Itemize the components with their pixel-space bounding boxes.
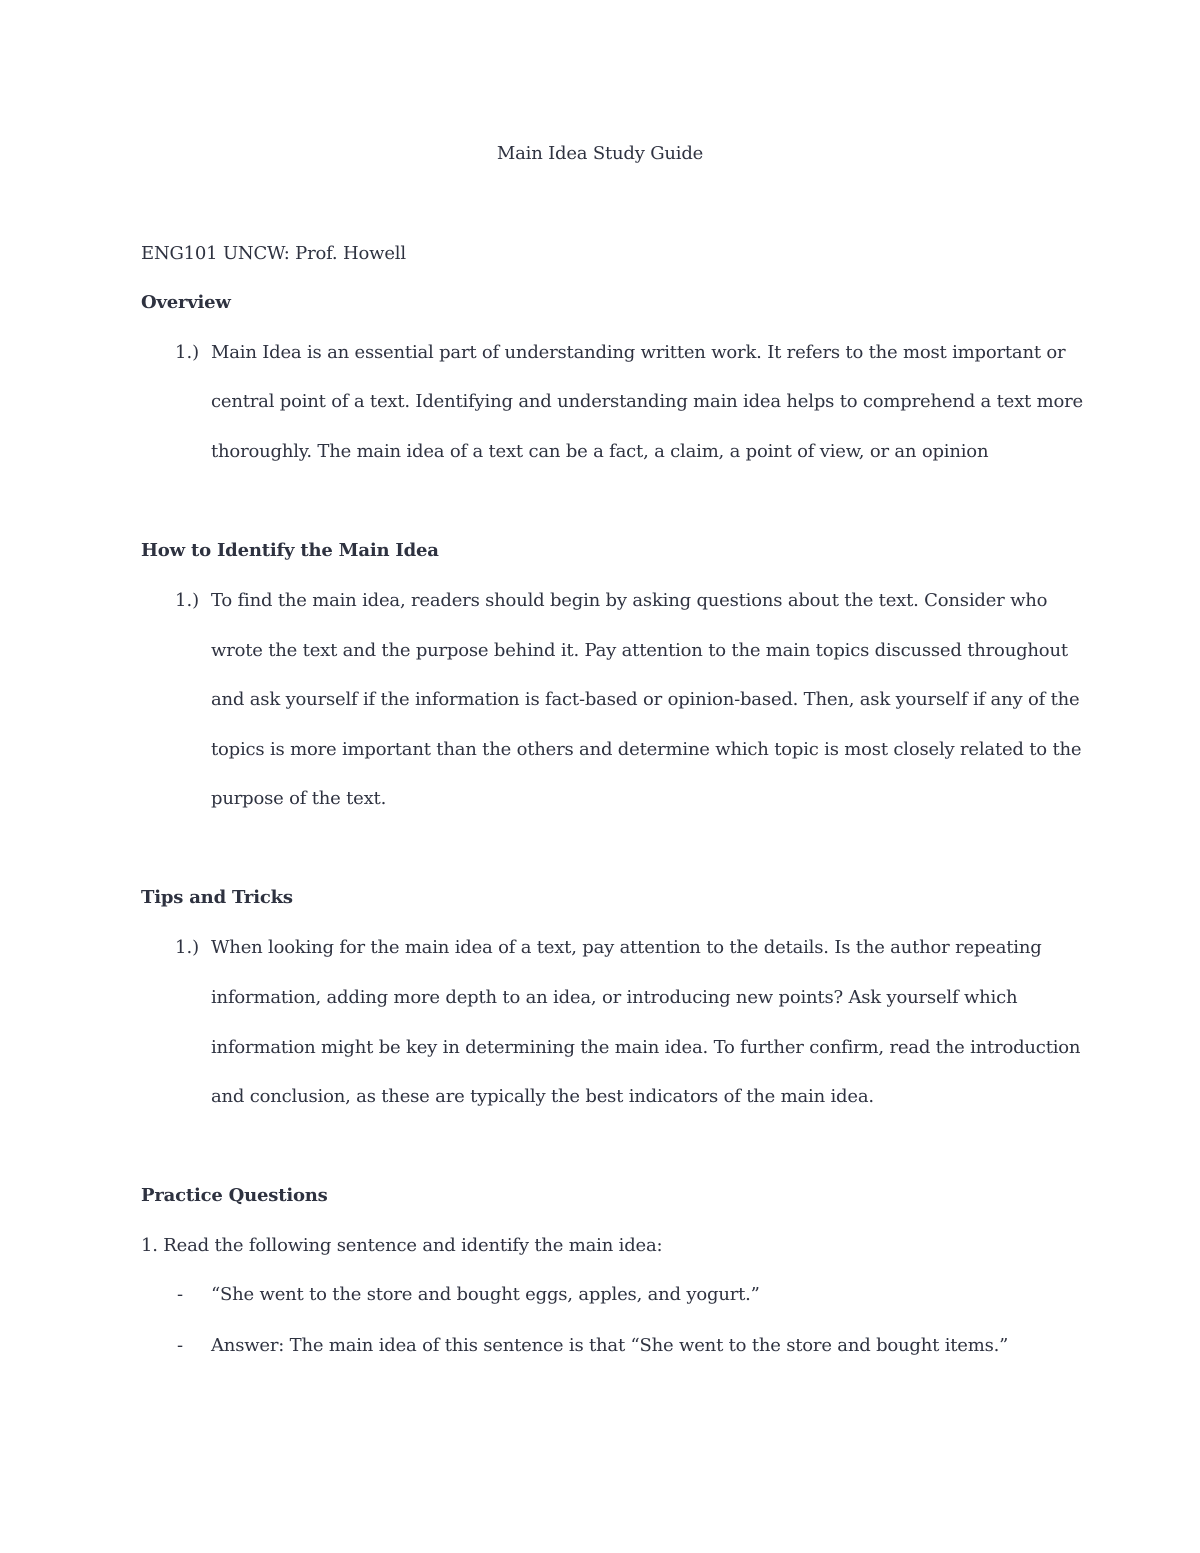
section-heading-overview: Overview: [141, 292, 231, 313]
paragraph-line: information, adding more depth to an idea, or introducing new points? Ask yourself which: [211, 987, 1018, 1008]
paragraph-line: central point of a text. Identifying and understanding main idea helps to comprehend a text more: [211, 391, 1083, 412]
practice-bullet: “She went to the store and bought eggs, apples, and yogurt.”: [211, 1284, 760, 1305]
paragraph-line: wrote the text and the purpose behind it. Pay attention to the main topics discussed throughout: [211, 640, 1068, 661]
paragraph-line: Main Idea is an essential part of understanding written work. It refers to the most important or: [211, 342, 1066, 363]
list-marker: 1.): [175, 590, 200, 611]
paragraph-line: topics is more important than the others and determine which topic is most closely related to the: [211, 739, 1082, 760]
section-heading-practice: Practice Questions: [141, 1185, 328, 1206]
practice-question: 1. Read the following sentence and identify the main idea:: [141, 1235, 663, 1256]
bullet-marker: -: [177, 1335, 184, 1356]
paragraph-line: information might be key in determining the main idea. To further confirm, read the introduction: [211, 1037, 1081, 1058]
paragraph-line: When looking for the main idea of a text, pay attention to the details. Is the author repeating: [211, 937, 1042, 958]
practice-answer: Answer: The main idea of this sentence is that “She went to the store and bought items.”: [211, 1335, 1009, 1356]
list-marker: 1.): [175, 937, 200, 958]
section-heading-tips: Tips and Tricks: [141, 887, 293, 908]
list-marker: 1.): [175, 342, 200, 363]
paragraph-line: thoroughly. The main idea of a text can be a fact, a claim, a point of view, or an opinion: [211, 441, 989, 462]
paragraph-line: and conclusion, as these are typically the best indicators of the main idea.: [211, 1086, 874, 1107]
course-line: ENG101 UNCW: Prof. Howell: [141, 243, 406, 264]
bullet-marker: -: [177, 1284, 184, 1305]
paragraph-line: and ask yourself if the information is fact-based or opinion-based. Then, ask yourself if any of the: [211, 689, 1080, 710]
section-heading-identify: How to Identify the Main Idea: [141, 540, 439, 561]
paragraph-line: To find the main idea, readers should begin by asking questions about the text. Consider who: [211, 590, 1048, 611]
paragraph-line: purpose of the text.: [211, 788, 387, 809]
document-title: Main Idea Study Guide: [496, 143, 704, 164]
